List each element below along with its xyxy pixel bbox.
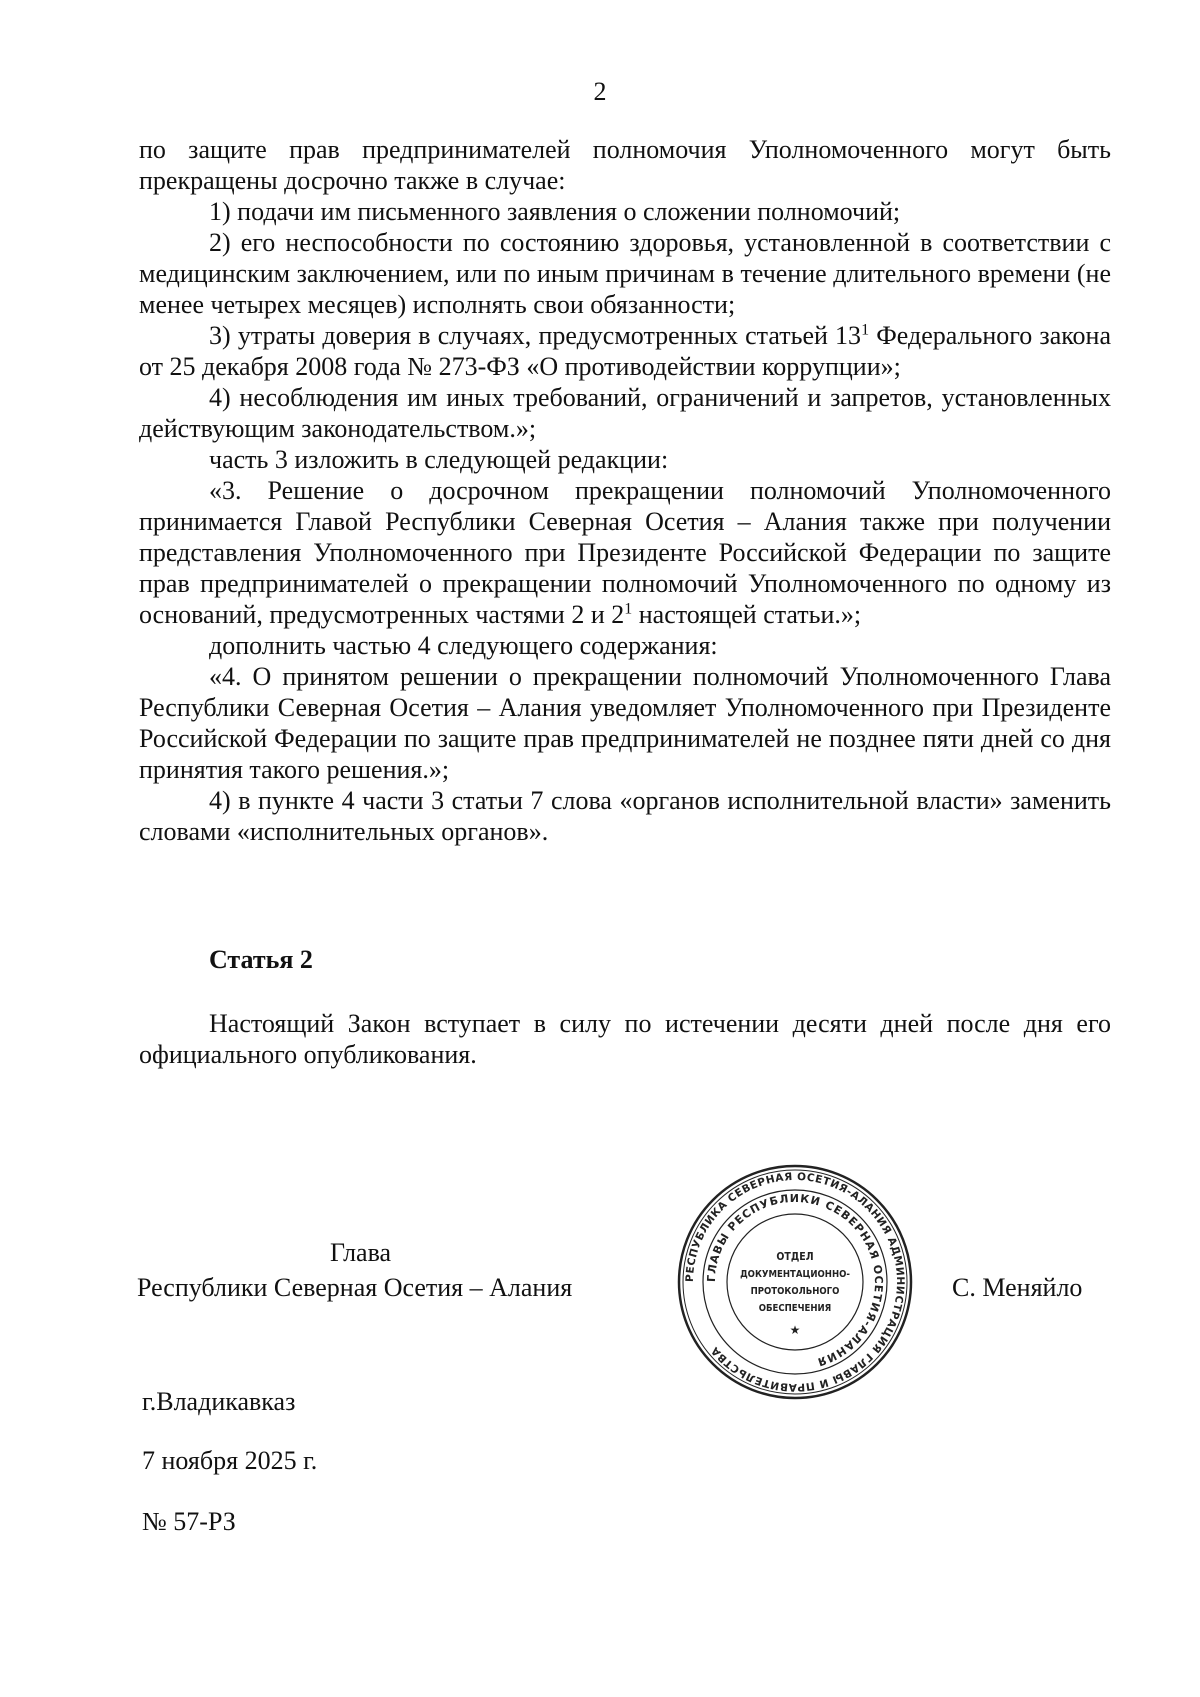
paragraph-8: дополнить частью 4 следующего содержания: bbox=[209, 631, 718, 660]
paragraph-4 bbox=[139, 320, 1111, 382]
signatory-title-line2: Республики Северная Осетия – Алания bbox=[137, 1273, 573, 1302]
paragraph-4-part2: Федерального закона от 25 декабря 2008 года № 273-ФЗ «О противодействии коррупции»; bbox=[139, 321, 1111, 381]
seal-middle-text: ГЛАВЫ РЕСПУБЛИКИ СЕВЕРНАЯ ОСЕТИЯ-АЛАНИЯ bbox=[704, 1191, 886, 1369]
paragraph-10: 4) в пункте 4 части 3 статьи 7 слова «органов исполнительной власти» заменить словами «исполнительных органов». bbox=[139, 786, 1111, 846]
signatory-name: С. Меняйло bbox=[952, 1273, 1083, 1302]
article1-body bbox=[139, 134, 1111, 847]
place: г.Владикавказ bbox=[142, 1387, 296, 1416]
paragraph-4-part1: 3) утраты доверия в случаях, предусмотренных статьей 13 bbox=[209, 321, 862, 350]
paragraph-5: 4) несоблюдения им иных требований, ограничений и запретов, установленных действующим законодательством.»; bbox=[139, 383, 1111, 443]
seal-center-line-4: ОБЕСПЕЧЕНИЯ bbox=[758, 1303, 832, 1314]
seal-center-line-1: ОТДЕЛ bbox=[776, 1251, 814, 1263]
official-seal bbox=[675, 1162, 915, 1402]
paragraph-2: 1) подачи им письменного заявления о сложении полномочий; bbox=[209, 197, 901, 226]
seal-center-line-2: ДОКУМЕНТАЦИОННО- bbox=[740, 1269, 850, 1280]
superscript-1: 1 bbox=[861, 321, 870, 339]
paragraph-3: 2) его неспособности по состоянию здоровья, установленной в соответствии с медицинским заключением, или по иным причинам в течение длительного времени (не менее четырех месяцев) исполнять свои обязанности; bbox=[139, 228, 1111, 319]
seal-star-icon: ★ bbox=[789, 1323, 801, 1337]
date: 7 ноября 2025 г. bbox=[142, 1446, 318, 1475]
article2-body bbox=[139, 1008, 1111, 1070]
paragraph-6: часть 3 изложить в следующей редакции: bbox=[209, 445, 669, 474]
signatory-title-line1: Глава bbox=[330, 1238, 392, 1267]
svg-text:ГЛАВЫ РЕСПУБЛИКИ СЕВЕРНАЯ ОСЕТ bbox=[705, 1192, 885, 1369]
page-number: 2 bbox=[593, 77, 607, 106]
paragraph-7-part1: «3. Решение о досрочном прекращении полномочий Уполномоченного принимается Главой Республики Северная Осетия – Алания также при получении представления Уполномоченного при Президенте Российской Федерации по защите прав предпринимателей о прекращении полномочий Уполномоченного по одному из оснований, предусмотренных частями 2 и 2 bbox=[139, 476, 1111, 629]
law-number: № 57-РЗ bbox=[142, 1507, 236, 1536]
paragraph-1: по защите прав предпринимателей полномочия Уполномоченного могут быть прекращены досрочно также в случае: bbox=[139, 135, 1111, 195]
paragraph-7-part2: настоящей статьи.»; bbox=[632, 600, 862, 629]
article2-text: Настоящий Закон вступает в силу по истечении десяти дней после дня его официального опубликования. bbox=[139, 1009, 1111, 1069]
seal-center-line-3: ПРОТОКОЛЬНОГО bbox=[750, 1286, 840, 1297]
superscript-2: 1 bbox=[624, 600, 633, 618]
seal-outer-text: РЕСПУБЛИКА СЕВЕРНАЯ ОСЕТИЯ-АЛАНИЯ АДМИНИСТРАЦИЯ ГЛАВЫ И ПРАВИТЕЛЬСТВА bbox=[683, 1170, 907, 1394]
paragraph-9: «4. О принятом решении о прекращении полномочий Уполномоченного Глава Республики Северная Осетия – Алания уведомляет Уполномоченного при Президенте Российской Федерации по защите прав предпринимателей не позднее пяти дней со дня принятия такого решения.»; bbox=[139, 662, 1111, 784]
article2-heading: Статья 2 bbox=[209, 945, 313, 974]
paragraph-7 bbox=[139, 475, 1111, 630]
